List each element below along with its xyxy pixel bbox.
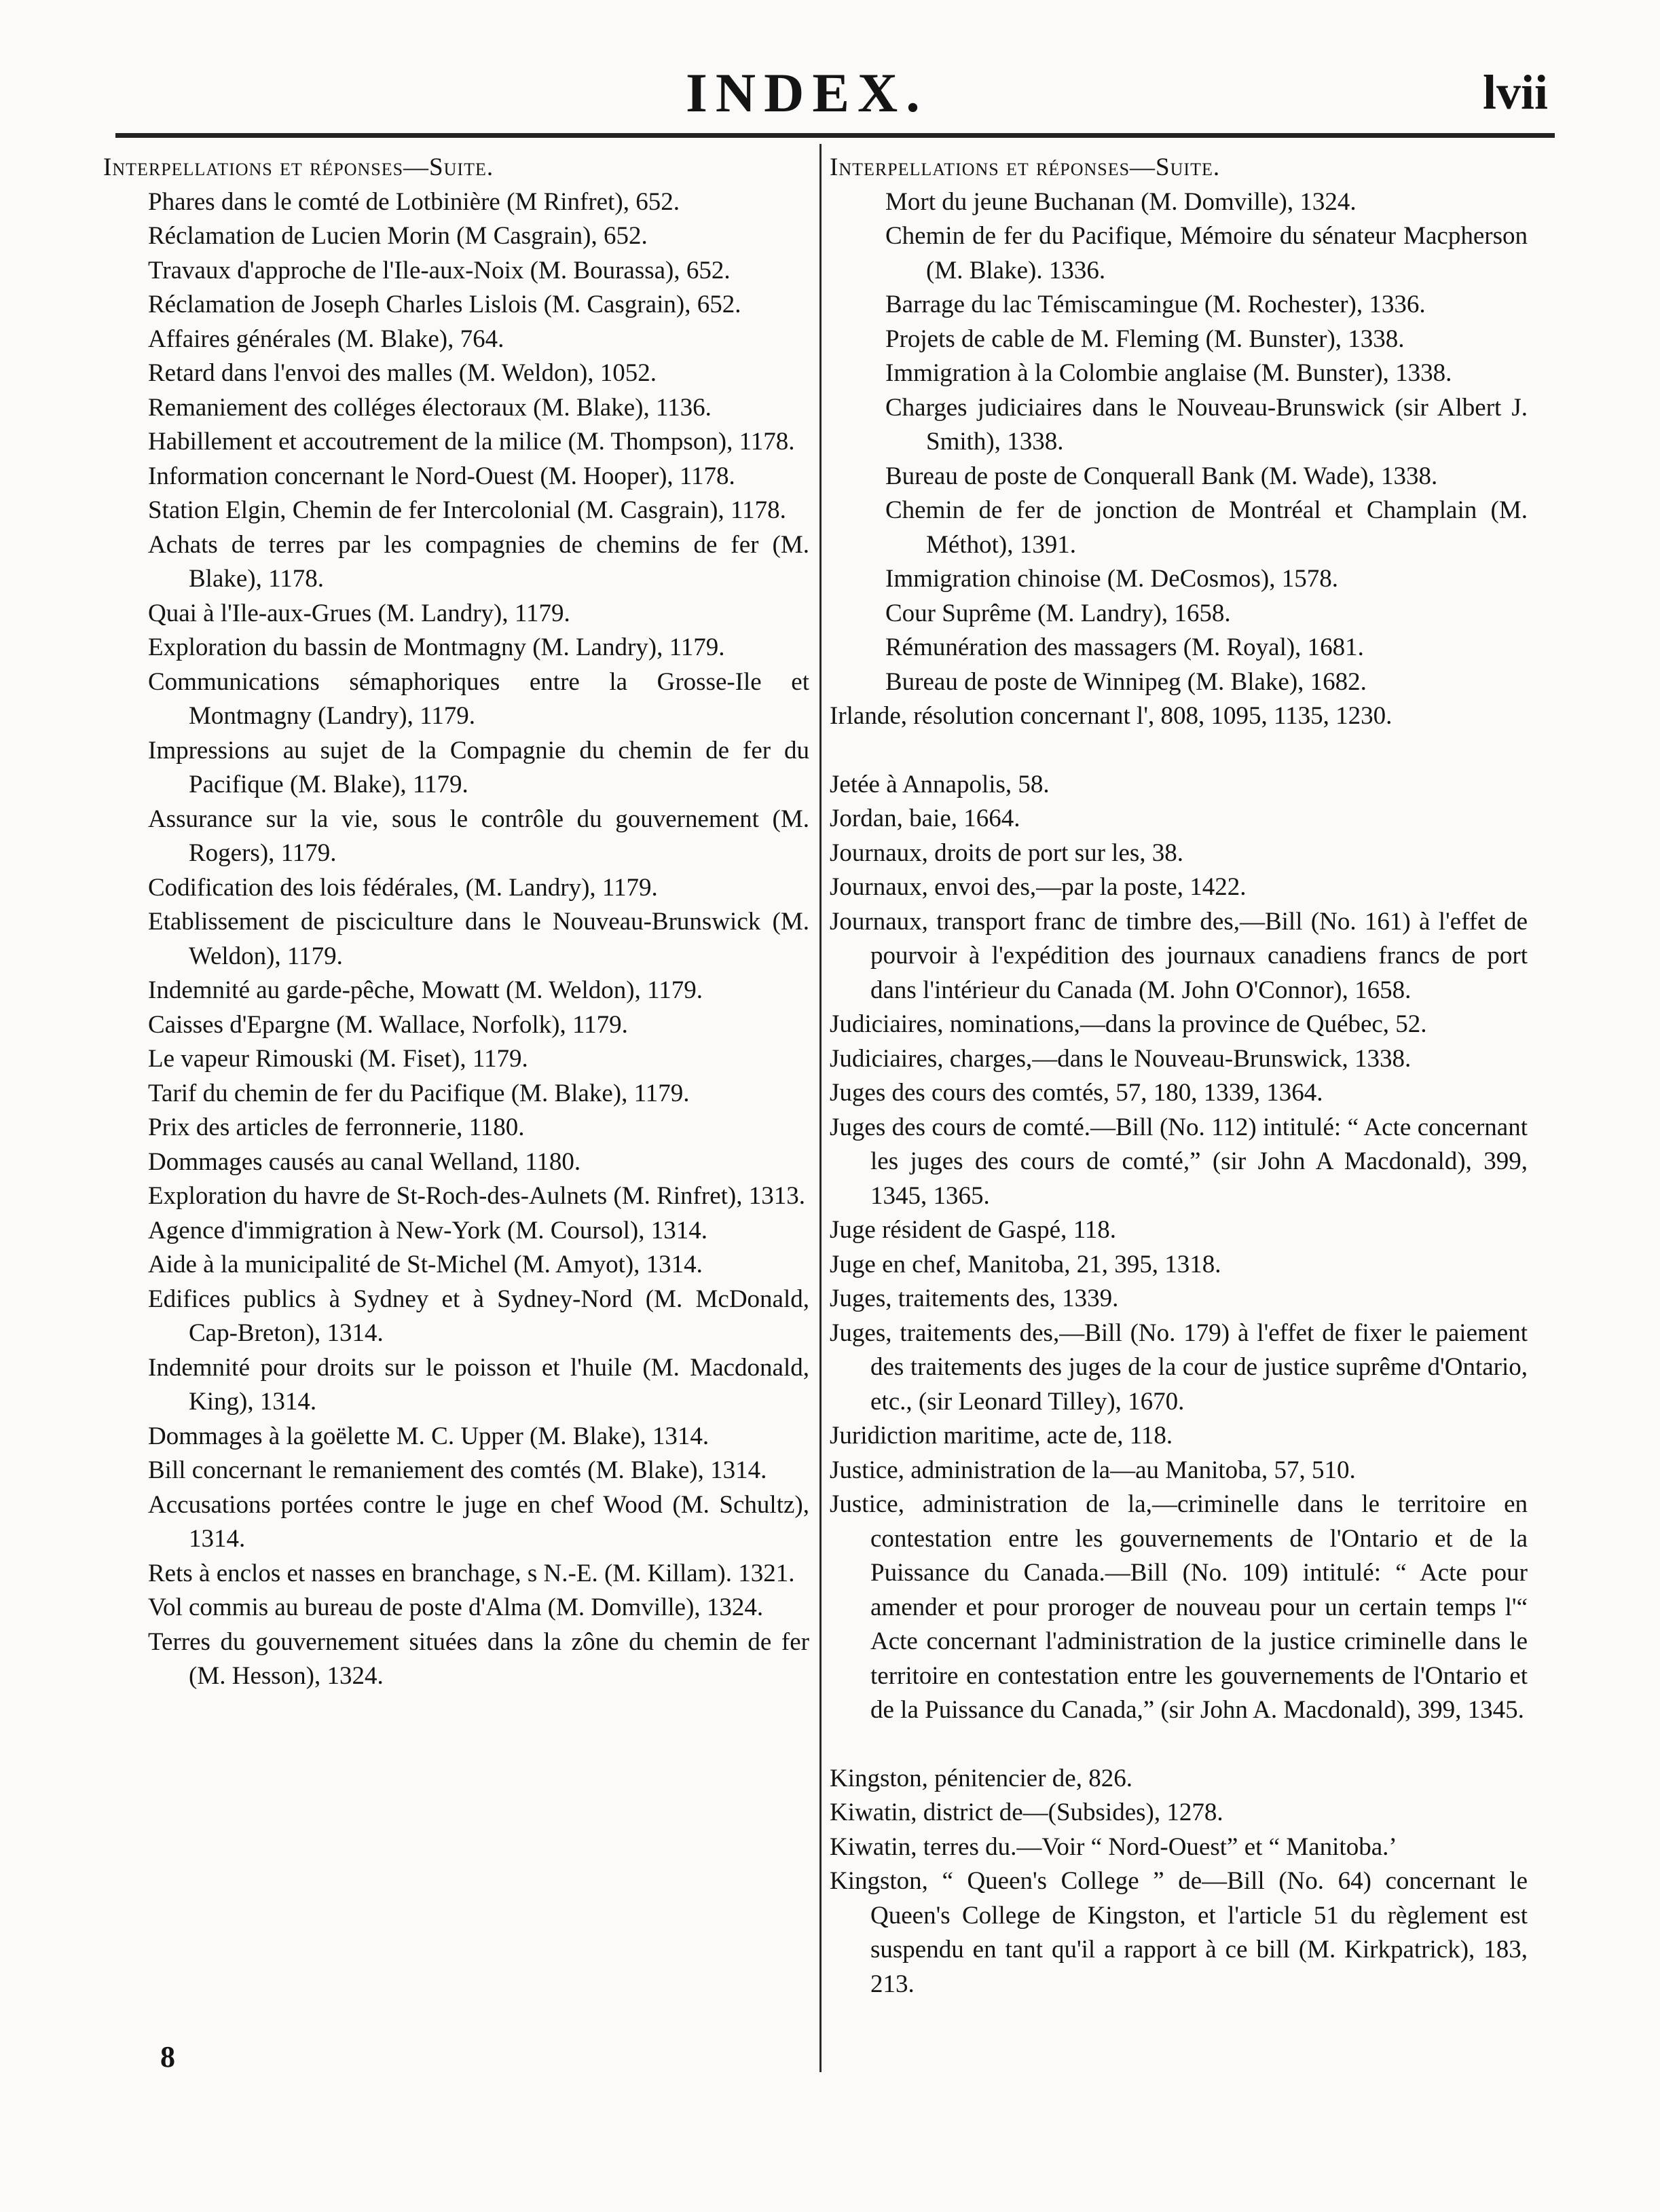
index-entry: Accusations portées contre le juge en chef Wood (M. Schultz), 1314. — [148, 1490, 809, 1553]
index-entry: Journaux, transport franc de timbre des,—Bill (No. 161) à l'effet de pourvoir à l'expédition des journaux canadiens francs de port dans l'intérieur du Canada (M. John O'Connor), 1658. — [830, 907, 1528, 1004]
page-number: lvii — [1482, 65, 1548, 119]
index-entry: Projets de cable de M. Fleming (M. Bunster), 1338. — [885, 325, 1405, 353]
index-entry: Affaires générales (M. Blake), 764. — [148, 325, 504, 353]
index-entry: Journaux, envoi des,—par la poste, 1422. — [830, 873, 1247, 901]
index-entry: Bureau de poste de Winnipeg (M. Blake), 1682. — [885, 667, 1367, 696]
index-entry: Indemnité pour droits sur le poisson et l'huile (M. Macdonald, King), 1314. — [148, 1353, 809, 1416]
index-entry: Chemin de fer de jonction de Montréal et Champlain (M. Méthot), 1391. — [885, 496, 1528, 559]
index-entry: Réclamation de Joseph Charles Lislois (M. Casgrain), 652. — [148, 291, 741, 318]
index-entry: Dommages à la goëlette M. C. Upper (M. Blake), 1314. — [148, 1422, 709, 1450]
index-entry: Travaux d'approche de l'Ile-aux-Noix (M. Bourassa), 652. — [148, 256, 731, 284]
index-entry: Exploration du havre de St-Roch-des-Aulnets (M. Rinfret), 1313. — [148, 1182, 805, 1210]
index-entry: Immigration chinoise (M. DeCosmos), 1578. — [885, 565, 1338, 593]
index-entry: Information concernant le Nord-Ouest (M. Hooper), 1178. — [148, 462, 735, 490]
index-entry: Charges judiciaires dans le Nouveau-Brunswick (sir Albert J. Smith), 1338. — [885, 393, 1528, 456]
index-entry: Edifices publics à Sydney et à Sydney-Nord (M. McDonald, Cap-Breton), 1314. — [148, 1285, 809, 1347]
index-entry: Journaux, droits de port sur les, 38. — [830, 838, 1184, 867]
left-column — [103, 151, 809, 1694]
k-entries — [830, 1762, 1528, 2002]
index-entry: Terres du gouvernement situées dans la zône du chemin de fer (M. Hesson), 1324. — [148, 1627, 809, 1690]
index-entry: Juge résident de Gaspé, 118. — [830, 1216, 1116, 1244]
index-entry: Impressions au sujet de la Compagnie du chemin de fer du Pacifique (M. Blake), 1179. — [148, 736, 809, 798]
index-entry: Bureau de poste de Conquerall Bank (M. Wade), 1338. — [885, 462, 1438, 490]
index-entry: Achats de terres par les compagnies de chemins de fer (M. Blake), 1178. — [148, 530, 809, 593]
index-entry: Kiwatin, terres du.—Voir “ Nord-Ouest” et “ Manitoba.’ — [830, 1832, 1397, 1861]
index-entry: Juges, traitements des, 1339. — [830, 1285, 1119, 1312]
index-entry: Quai à l'Ile-aux-Grues (M. Landry), 1179. — [148, 599, 570, 627]
index-entry: Remaniement des colléges électoraux (M. Blake), 1136. — [148, 393, 712, 422]
right-sub-entries — [830, 185, 1528, 700]
index-entry: Barrage du lac Témiscamingue (M. Rochester), 1336. — [885, 291, 1426, 318]
index-entry: Prix des articles de ferronnerie, 1180. — [148, 1113, 525, 1141]
index-entry: Rémunération des massagers (M. Royal), 1681. — [885, 633, 1364, 661]
index-entry: Indemnité au garde-pêche, Mowatt (M. Weldon), 1179. — [148, 976, 703, 1004]
index-entry: Kingston, “ Queen's College ” de—Bill (No. 64) concernant le Queen's College de Kingston, et l'article 51 du règlement est suspendu en tant qu'il a rapport à ce bill (M. Kirkpatrick), 183, 213. — [830, 1867, 1528, 1998]
index-entry: Kingston, pénitencier de, 826. — [830, 1764, 1132, 1792]
index-entry: Judiciaires, charges,—dans le Nouveau-Brunswick, 1338. — [830, 1044, 1412, 1073]
index-entry: Juges des cours de comté.—Bill (No. 112) intitulé: “ Acte concernant les juges des cours de comté,” (sir John A Macdonald), 399, 1345, 1365. — [830, 1113, 1528, 1210]
index-entry: Communications sémaphoriques entre la Grosse-Ile et Montmagny (Landry), 1179. — [148, 667, 809, 730]
index-entry: Juge en chef, Manitoba, 21, 395, 1318. — [830, 1250, 1221, 1278]
section-gap — [830, 734, 1528, 768]
index-entry: Mort du jeune Buchanan (M. Domville), 1324. — [885, 187, 1357, 216]
left-entries — [103, 185, 809, 1694]
index-entry: Exploration du bassin de Montmagny (M. Landry), 1179. — [148, 633, 725, 661]
index-entry: Caisses d'Epargne (M. Wallace, Norfolk), 1179. — [148, 1010, 628, 1039]
index-entry: Bill concernant le remaniement des comtés (M. Blake), 1314. — [148, 1456, 767, 1484]
index-entry: Aide à la municipalité de St-Michel (M. Amyot), 1314. — [148, 1251, 703, 1278]
index-entry: Retard dans l'envoi des malles (M. Weldon), 1052. — [148, 359, 657, 387]
index-entry: Jordan, baie, 1664. — [830, 805, 1020, 832]
index-entry: Cour Suprême (M. Landry), 1658. — [885, 599, 1231, 627]
index-entry: Réclamation de Lucien Morin (M Casgrain), 652. — [148, 222, 648, 250]
section-heading: Interpellations et réponses—Suite. — [830, 153, 1221, 181]
page-header — [0, 0, 1660, 136]
index-entry: Kiwatin, district de—(Subsides), 1278. — [830, 1799, 1223, 1826]
index-entry: Jetée à Annapolis, 58. — [830, 770, 1050, 798]
index-entry: Dommages causés au canal Welland, 1180. — [148, 1147, 581, 1176]
index-entry: Juridiction maritime, acte de, 118. — [830, 1422, 1173, 1450]
index-entry: Immigration à la Colombie anglaise (M. Bunster), 1338. — [885, 359, 1452, 387]
index-entry: Chemin de fer du Pacifique, Mémoire du sénateur Macpherson (M. Blake). 1336. — [885, 222, 1528, 284]
index-entry: Station Elgin, Chemin de fer Intercolonial (M. Casgrain), 1178. — [148, 496, 786, 524]
index-entry: Etablissement de pisciculture dans le Nouveau-Brunswick (M. Weldon), 1179. — [148, 908, 809, 970]
index-entry: Assurance sur la vie, sous le contrôle du gouvernement (M. Rogers), 1179. — [148, 805, 809, 867]
j-entries — [830, 768, 1528, 1728]
signature-mark: 8 — [160, 2040, 175, 2073]
index-entry: Codification des lois fédérales, (M. Landry), 1179. — [148, 873, 658, 902]
section-heading: Interpellations et réponses—Suite. — [103, 153, 494, 181]
index-entry: Agence d'immigration à New-York (M. Coursol), 1314. — [148, 1216, 707, 1245]
index-entry: Vol commis au bureau de poste d'Alma (M. Domville), 1324. — [148, 1593, 764, 1621]
index-entry: Habillement et accoutrement de la milice (M. Thompson), 1178. — [148, 428, 795, 456]
index-entry: Juges des cours des comtés, 57, 180, 1339, 1364. — [830, 1079, 1323, 1107]
section-gap — [830, 1728, 1528, 1762]
index-entry: Justice, administration de la—au Manitoba, 57, 510. — [830, 1456, 1356, 1484]
index-entry-irlande: Irlande, résolution concernant l', 808, 1095, 1135, 1230. — [830, 702, 1392, 730]
index-entry: Phares dans le comté de Lotbinière (M Rinfret), 652. — [148, 187, 680, 216]
index-entry: Tarif du chemin de fer du Pacifique (M. Blake), 1179. — [148, 1079, 690, 1107]
right-column — [830, 151, 1528, 2002]
header-rule — [115, 133, 1555, 138]
index-entry: Rets à enclos et nasses en branchage, s N.-E. (M. Killam). 1321. — [148, 1559, 795, 1587]
index-entry: Justice, administration de la,—criminelle dans le territoire en contestation entre les gouvernements de l'Ontario et de la Puissance du Canada.—Bill (No. 109) intitulé: “ Acte pour amender et pour proroger de nouveau pour un certain temps l'“ Acte concernant l'administration de la justice criminelle dans le territoire en contestation entre les gouvernements de l'Ontario et de la Puissance du Canada,” (sir John A. Macdonald), 399, 1345. — [830, 1490, 1528, 1724]
index-entry: Juges, traitements des,—Bill (No. 179) à l'effet de fixer le paiement des traitements des juges de la cour de justice suprême d'Ontario, etc., (sir Leonard Tilley), 1670. — [830, 1319, 1528, 1416]
page-title: INDEX. — [686, 62, 928, 124]
index-entry: Le vapeur Rimouski (M. Fiset), 1179. — [148, 1045, 528, 1073]
column-divider — [819, 144, 822, 2072]
index-entry: Judiciaires, nominations,—dans la province de Québec, 52. — [830, 1010, 1427, 1038]
